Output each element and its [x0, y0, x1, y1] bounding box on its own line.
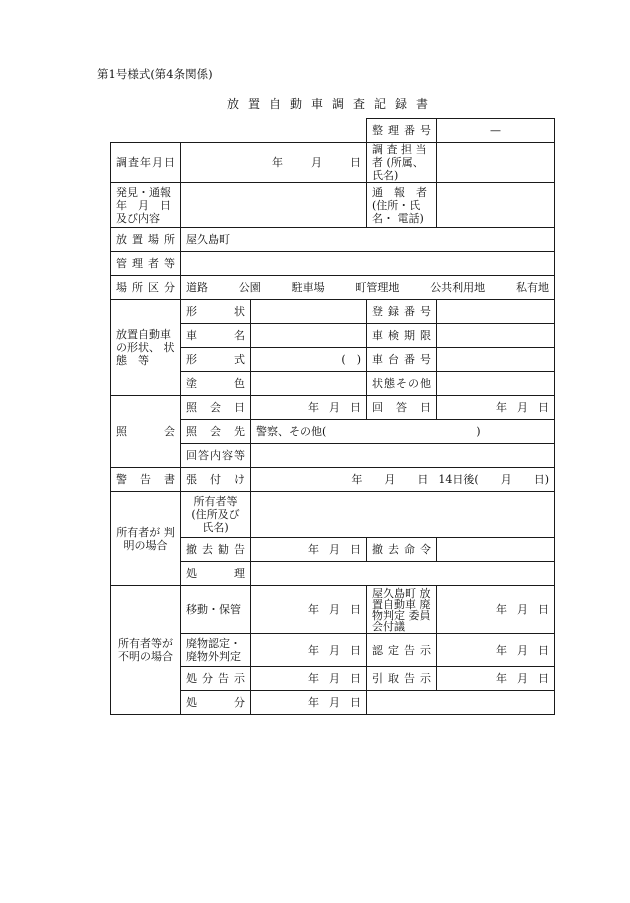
reporter-label: 通 報 者 (住所・氏名・ 電話)	[367, 183, 437, 228]
certification-notice-field[interactable]: 年 月 日	[437, 634, 555, 667]
category-park[interactable]: 公園	[238, 281, 261, 294]
category-town-land[interactable]: 町管理地	[355, 281, 400, 294]
reply-content-label: 回答内容等	[181, 444, 251, 468]
discovery-label: 発見・通報 年 月 日 及び内容	[111, 183, 181, 228]
waste-judgment-label: 廃物認定・ 廃物外判定	[181, 634, 251, 667]
posted-field[interactable]: 年 月 日 14日後( 月 日)	[251, 468, 555, 492]
inquiry-date-label: 照会日	[181, 396, 251, 420]
registry-value[interactable]: —	[437, 119, 555, 143]
location-value[interactable]: 屋久島町	[181, 228, 555, 252]
move-storage-label: 移動・保管	[181, 586, 251, 634]
model-field[interactable]: ( )	[251, 348, 367, 372]
record-table	[110, 118, 555, 715]
disposal-label: 処分	[181, 691, 251, 715]
certification-notice-label: 認定告示	[367, 634, 437, 667]
inquiry-row-1	[111, 396, 555, 420]
process-label: 処理	[181, 562, 251, 586]
category-parking[interactable]: 駐車場	[291, 281, 325, 294]
pickup-notice-label: 引取告示	[367, 667, 437, 691]
category-public-land[interactable]: 公共利用地	[430, 281, 486, 294]
reg-no-field[interactable]	[437, 300, 555, 324]
posted-label: 張付け	[181, 468, 251, 492]
name-field[interactable]	[251, 324, 367, 348]
disposal-notice-label: 処分告示	[181, 667, 251, 691]
color-label: 塗色	[181, 372, 251, 396]
name-label: 車名	[181, 324, 251, 348]
survey-date-field[interactable]: 年 月 日	[181, 143, 367, 183]
reply-content-field[interactable]	[251, 444, 555, 468]
owner-unknown-row-1	[111, 586, 555, 634]
location-row	[111, 228, 555, 252]
registry-row	[111, 119, 555, 143]
removal-advice-field[interactable]: 年 月 日	[251, 538, 367, 562]
manager-row	[111, 252, 555, 276]
inspection-field[interactable]	[437, 324, 555, 348]
survey-row	[111, 143, 555, 183]
category-label: 場所区分	[111, 276, 181, 300]
vehicle-section-label: 放置自動車 の形状、 状 態 等	[111, 300, 181, 396]
discovery-field[interactable]	[181, 183, 367, 228]
category-options	[181, 276, 555, 300]
committee-label: 屋久島町 放置自動車 廃物判定 委員会付議	[367, 586, 437, 634]
inquiry-section-label: 照会	[111, 396, 181, 468]
removal-order-field[interactable]	[437, 538, 555, 562]
category-row	[111, 276, 555, 300]
inspector-label: 調 査 担 当 者 (所属、氏名)	[367, 143, 437, 183]
process-field[interactable]	[251, 562, 555, 586]
manager-label: 管理者等	[111, 252, 181, 276]
chassis-label: 車台番号	[367, 348, 437, 372]
warning-label: 警告書	[111, 468, 181, 492]
owner-known-label: 所有者が 判明の場合	[111, 492, 181, 586]
pickup-notice-field[interactable]: 年 月 日	[437, 667, 555, 691]
color-field[interactable]	[251, 372, 367, 396]
other-field[interactable]	[437, 372, 555, 396]
waste-judgment-field[interactable]: 年 月 日	[251, 634, 367, 667]
owner-known-row-1	[111, 492, 555, 538]
category-road[interactable]: 道路	[186, 281, 208, 294]
removal-order-label: 撤去命令	[367, 538, 437, 562]
disposal-field[interactable]: 年 月 日	[251, 691, 367, 715]
warning-row	[111, 468, 555, 492]
category-private-land[interactable]: 私有地	[515, 281, 549, 294]
inquiry-dest-label: 照会先	[181, 420, 251, 444]
committee-field[interactable]: 年 月 日	[437, 586, 555, 634]
form-identifier: 第1号様式(第4条関係)	[97, 67, 213, 81]
owner-unknown-label: 所有者等が 不明の場合	[111, 586, 181, 715]
manager-field[interactable]	[181, 252, 555, 276]
reporter-field[interactable]	[437, 183, 555, 228]
registry-label: 整理番号	[367, 119, 437, 143]
reply-date-field[interactable]: 年 月 日	[437, 396, 555, 420]
move-storage-field[interactable]: 年 月 日	[251, 586, 367, 634]
inquiry-date-field[interactable]: 年 月 日	[251, 396, 367, 420]
inspection-label: 車検期限	[367, 324, 437, 348]
disposal-remarks-field[interactable]	[367, 691, 555, 715]
inquiry-dest-field[interactable]: 警察、その他( )	[251, 420, 555, 444]
chassis-field[interactable]	[437, 348, 555, 372]
document-title: 放置自動車調査記録書	[226, 97, 437, 111]
shape-label: 形状	[181, 300, 251, 324]
inspector-field[interactable]	[437, 143, 555, 183]
model-label: 形式	[181, 348, 251, 372]
other-label: 状態その他	[367, 372, 437, 396]
removal-advice-label: 撤去勧告	[181, 538, 251, 562]
reply-date-label: 回答日	[367, 396, 437, 420]
disposal-notice-field[interactable]: 年 月 日	[251, 667, 367, 691]
owner-info-label: 所有者等 (住所及び 氏名)	[181, 492, 251, 538]
location-label: 放置場所	[111, 228, 181, 252]
shape-field[interactable]	[251, 300, 367, 324]
survey-date-label: 調査年月日	[111, 143, 181, 183]
discovery-row	[111, 183, 555, 228]
vehicle-row-1	[111, 300, 555, 324]
reg-no-label: 登録番号	[367, 300, 437, 324]
owner-info-field[interactable]	[251, 492, 555, 538]
